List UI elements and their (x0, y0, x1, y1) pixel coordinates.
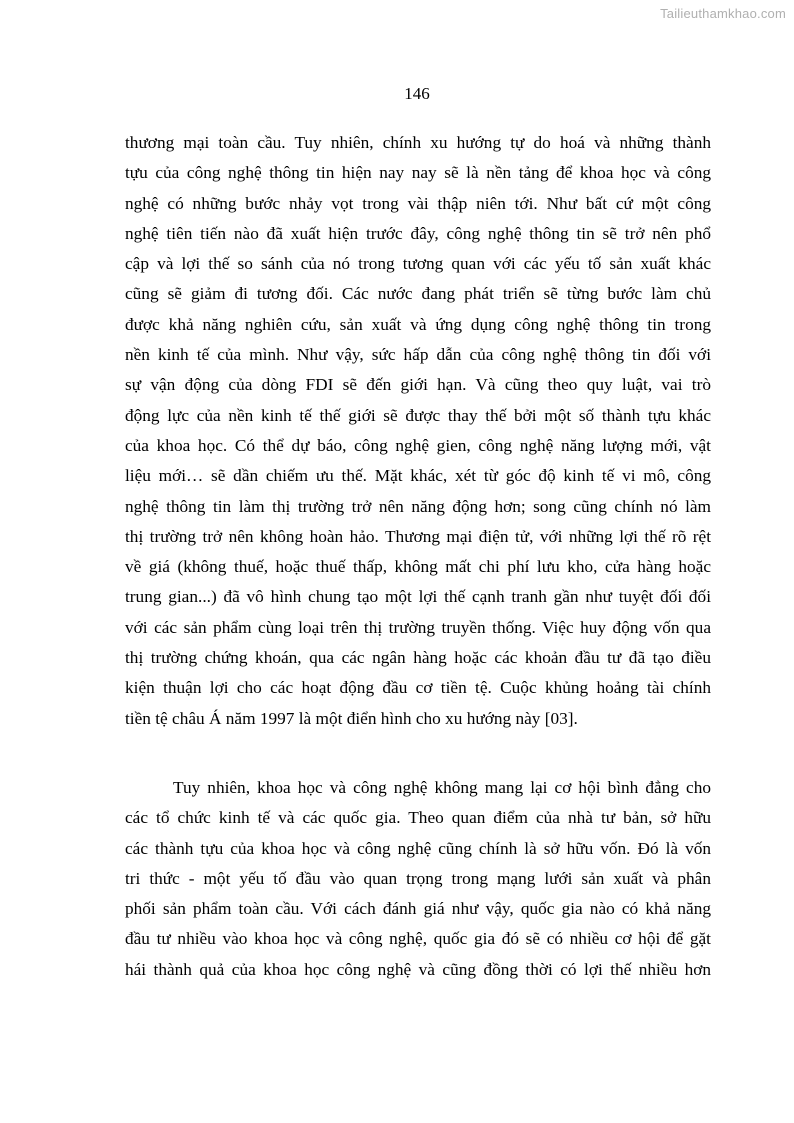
text-line: đầu tư nhiều vào khoa học và công nghệ, quốc gia đó sẽ có nhiều cơ hội để gặt (125, 929, 711, 949)
text-line: phối sản phẩm toàn cầu. Với cách đánh giá như vậy, quốc gia nào có khả năng (125, 899, 711, 919)
text-line: được khả năng nghiên cứu, sản xuất và ứng dụng công nghệ thông tin trong (125, 314, 711, 334)
text-line: cập và lợi thế so sánh của nó trong tương quan với các yếu tố sản xuất khác (125, 254, 711, 274)
page-number: 146 (404, 84, 430, 103)
paragraph-1 (125, 128, 711, 734)
text-line: cũng sẽ giảm đi tương đối. Các nước đang phát triển sẽ từng bước làm chủ (125, 284, 711, 304)
text-line: động lực của nền kinh tế thế giới sẽ được thay thế bởi một số thành tựu khác (125, 405, 711, 425)
text-line: tri thức - một yếu tố đầu vào quan trọng trong mạng lưới sản xuất và phân (125, 868, 711, 888)
text-line: các thành tựu của khoa học và công nghệ cũng chính là sở hữu vốn. Đó là vốn (125, 838, 711, 858)
text-line: thị trường chứng khoán, qua các ngân hàng hoặc các khoản đầu tư đã tạo điều (125, 648, 711, 668)
text-line: hái thành quả của khoa học công nghệ và cũng đồng thời có lợi thế nhiều hơn (125, 959, 711, 979)
text-line: Tuy nhiên, khoa học và công nghệ không mang lại cơ hội bình đẳng cho (173, 778, 711, 797)
watermark: Tailieuthamkhao.com (660, 6, 786, 21)
text-line: thương mại toàn cầu. Tuy nhiên, chính xu hướng tự do hoá và những thành (125, 133, 711, 152)
text-line: sự vận động của dòng FDI sẽ đến giới hạn. Và cũng theo quy luật, vai trò (125, 375, 711, 395)
text-line: các tổ chức kinh tế và các quốc gia. Theo quan điểm của nhà tư bản, sở hữu (125, 808, 711, 828)
text-line: với các sản phẩm cùng loại trên thị trường truyền thống. Việc huy động vốn qua (125, 617, 711, 637)
text-line: nghệ tiên tiến nào đã xuất hiện trước đây, công nghệ thông tin sẽ trở nên phổ (125, 223, 711, 243)
text-line: về giá (không thuế, hoặc thuế thấp, không mất chi phí lưu kho, cửa hàng hoặc (125, 557, 711, 577)
text-line: tựu của công nghệ thông tin hiện nay nay sẽ là nền tảng để khoa học và công (125, 163, 711, 183)
text-line: của khoa học. Có thể dự báo, công nghệ gien, công nghệ năng lượng mới, vật (125, 435, 711, 455)
paragraph-2 (125, 773, 711, 985)
text-line: tiền tệ châu Á năm 1997 là một điển hình cho xu hướng này [03]. (125, 708, 578, 728)
text-line: nghệ có những bước nhảy vọt trong vài thập niên tới. Như bất cứ một công (125, 193, 711, 213)
text-line: nền kinh tế của mình. Như vậy, sức hấp dẫn của công nghệ thông tin đối với (125, 345, 711, 365)
text-line: trung gian...) đã vô hình chung tạo một lợi thế cạnh tranh gần như tuyệt đối đối (125, 587, 711, 607)
text-line: thị trường trở nên không hoàn hảo. Thương mại điện tử, với những lợi thế rõ rệt (125, 526, 711, 546)
text-line: kiện thuận lợi cho các hoạt động đầu cơ tiền tệ. Cuộc khủng hoảng tài chính (125, 678, 711, 698)
text-line: nghệ thông tin làm thị trường trở nên năng động hơn; song cũng chính nó làm (125, 496, 711, 516)
text-line: liệu mới… sẽ dần chiếm ưu thế. Mặt khác, xét từ góc độ kinh tế vi mô, công (125, 466, 711, 486)
